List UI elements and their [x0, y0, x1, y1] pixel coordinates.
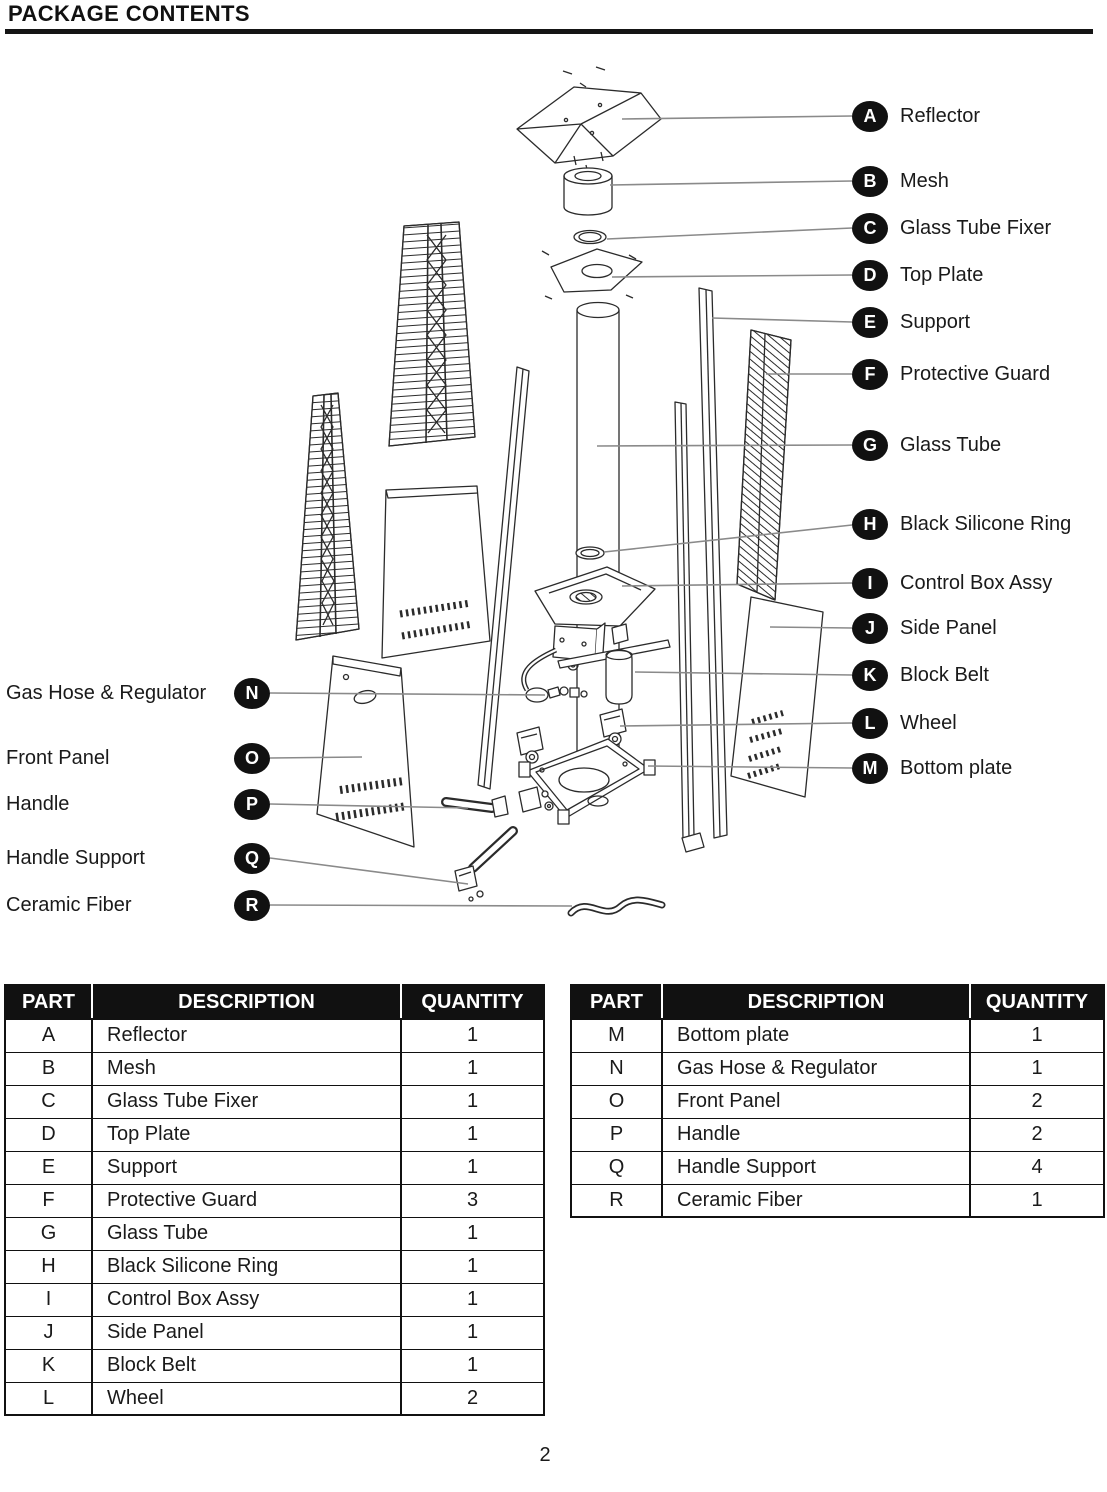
- protective-guard-center-drawing: [389, 222, 475, 446]
- page-number: 2: [539, 1444, 551, 1466]
- part-cell: L: [5, 1382, 92, 1415]
- table-row: [571, 1118, 1104, 1151]
- quantity-cell: 1: [970, 1052, 1104, 1085]
- part-badge-r: R: [234, 890, 270, 921]
- bottom-plate-drawing: [519, 739, 655, 824]
- callout-ceramic-fiber: [6, 890, 296, 921]
- part-cell: K: [5, 1349, 92, 1382]
- silicone-ring-drawing: [576, 547, 604, 559]
- quantity-cell: 4: [970, 1151, 1104, 1184]
- glass-tube-fixer-drawing: [574, 231, 606, 244]
- table-row: [5, 1118, 544, 1151]
- part-badge-d: D: [852, 260, 888, 291]
- quantity-cell: 2: [970, 1085, 1104, 1118]
- quantity-cell: 1: [401, 1283, 544, 1316]
- mesh-drawing: [564, 168, 612, 215]
- part-badge-e: E: [852, 307, 888, 338]
- description-cell: Handle: [662, 1118, 970, 1151]
- quantity-cell: 1: [970, 1184, 1104, 1217]
- protective-guard-right-drawing: [737, 330, 791, 600]
- callout-gas-hose-regulator: [6, 678, 296, 709]
- description-cell: Reflector: [92, 1019, 401, 1052]
- quantity-cell: 1: [970, 1019, 1104, 1052]
- title-rule: [5, 29, 1093, 34]
- table-row: [5, 1382, 544, 1415]
- part-badge-c: C: [852, 213, 888, 244]
- col-header-part: PART: [571, 985, 662, 1019]
- table-row: [5, 1019, 544, 1052]
- spare-panel-drawing: [382, 486, 490, 658]
- part-badge-n: N: [234, 678, 270, 709]
- part-label-control-box-assy: Control Box Assy: [900, 572, 1053, 594]
- part-badge-i: I: [852, 568, 888, 599]
- handle-drawing: [446, 796, 513, 868]
- quantity-cell: 1: [401, 1118, 544, 1151]
- description-cell: Side Panel: [92, 1316, 401, 1349]
- quantity-cell: 2: [401, 1382, 544, 1415]
- part-label-front-panel: Front Panel: [6, 747, 110, 769]
- quantity-cell: 1: [401, 1316, 544, 1349]
- part-label-support: Support: [900, 311, 971, 333]
- part-label-handle-support: Handle Support: [6, 847, 145, 869]
- protective-guard-left-drawing: [296, 393, 359, 640]
- page-title: PACKAGE CONTENTS: [8, 1, 250, 26]
- table-header-row: [571, 985, 1104, 1019]
- description-cell: Handle Support: [662, 1151, 970, 1184]
- table-row: [5, 1316, 544, 1349]
- table-row: [5, 1250, 544, 1283]
- part-label-mesh: Mesh: [900, 170, 949, 192]
- quantity-cell: 1: [401, 1052, 544, 1085]
- description-cell: Ceramic Fiber: [662, 1184, 970, 1217]
- parts-table-left: [4, 984, 545, 1416]
- part-cell: N: [571, 1052, 662, 1085]
- part-badge-k: K: [852, 660, 888, 691]
- part-label-gas-hose-regulator: Gas Hose & Regulator: [6, 682, 207, 704]
- part-label-bottom-plate: Bottom plate: [900, 757, 1013, 779]
- table-row: [571, 1019, 1104, 1052]
- table-row: [5, 1052, 544, 1085]
- part-badge-a: A: [852, 101, 888, 132]
- col-header-quantity: QUANTITY: [401, 985, 544, 1019]
- table-row: [5, 1349, 544, 1382]
- part-cell: Q: [571, 1151, 662, 1184]
- part-badge-j: J: [852, 613, 888, 644]
- front-panel-drawing: [317, 656, 414, 847]
- part-cell: G: [5, 1217, 92, 1250]
- description-cell: Gas Hose & Regulator: [662, 1052, 970, 1085]
- part-cell: P: [571, 1118, 662, 1151]
- description-cell: Bottom plate: [662, 1019, 970, 1052]
- part-badge-h: H: [852, 509, 888, 540]
- part-badge-p: P: [234, 789, 270, 820]
- quantity-cell: 1: [401, 1151, 544, 1184]
- part-label-protective-guard: Protective Guard: [900, 363, 1051, 385]
- description-cell: Wheel: [92, 1382, 401, 1415]
- part-cell: H: [5, 1250, 92, 1283]
- description-cell: Control Box Assy: [92, 1283, 401, 1316]
- part-cell: D: [5, 1118, 92, 1151]
- part-label-ceramic-fiber: Ceramic Fiber: [6, 894, 132, 916]
- ceramic-fiber-drawing: [571, 900, 662, 913]
- table-row: [5, 1184, 544, 1217]
- part-label-wheel: Wheel: [900, 712, 957, 734]
- description-cell: Glass Tube Fixer: [92, 1085, 401, 1118]
- col-header-part: PART: [5, 985, 92, 1019]
- part-cell: C: [5, 1085, 92, 1118]
- quantity-cell: 1: [401, 1019, 544, 1052]
- table-row: [571, 1151, 1104, 1184]
- table-row: [571, 1184, 1104, 1217]
- table-header-row: [5, 985, 544, 1019]
- description-cell: Protective Guard: [92, 1184, 401, 1217]
- table-row: [5, 1283, 544, 1316]
- part-cell: M: [571, 1019, 662, 1052]
- part-label-side-panel: Side Panel: [900, 617, 997, 639]
- part-cell: I: [5, 1283, 92, 1316]
- description-cell: Front Panel: [662, 1085, 970, 1118]
- description-cell: Top Plate: [92, 1118, 401, 1151]
- description-cell: Mesh: [92, 1052, 401, 1085]
- callout-front-panel: [6, 743, 296, 774]
- table-row: [5, 1085, 544, 1118]
- col-header-description: DESCRIPTION: [92, 985, 401, 1019]
- col-header-description: DESCRIPTION: [662, 985, 970, 1019]
- col-header-quantity: QUANTITY: [970, 985, 1104, 1019]
- part-badge-g: G: [852, 430, 888, 461]
- quantity-cell: 2: [970, 1118, 1104, 1151]
- part-badge-m: M: [852, 753, 888, 784]
- parts-table-right: [570, 984, 1105, 1218]
- callout-handle-support: [6, 843, 296, 874]
- part-badge-b: B: [852, 166, 888, 197]
- quantity-cell: 1: [401, 1085, 544, 1118]
- part-label-block-belt: Block Belt: [900, 664, 989, 686]
- quantity-cell: 1: [401, 1349, 544, 1382]
- reflector-drawing: [517, 67, 661, 163]
- part-badge-q: Q: [234, 843, 270, 874]
- part-cell: O: [571, 1085, 662, 1118]
- part-badge-o: O: [234, 743, 270, 774]
- part-cell: E: [5, 1151, 92, 1184]
- part-cell: B: [5, 1052, 92, 1085]
- quantity-cell: 1: [401, 1250, 544, 1283]
- description-cell: Glass Tube: [92, 1217, 401, 1250]
- description-cell: Support: [92, 1151, 401, 1184]
- quantity-cell: 3: [401, 1184, 544, 1217]
- part-label-black-silicone-ring: Black Silicone Ring: [900, 513, 1072, 535]
- table-row: [5, 1217, 544, 1250]
- description-cell: Black Silicone Ring: [92, 1250, 401, 1283]
- part-cell: R: [571, 1184, 662, 1217]
- top-plate-drawing: [542, 249, 642, 299]
- table-row: [571, 1052, 1104, 1085]
- callout-handle: [6, 789, 296, 820]
- part-label-glass-tube: Glass Tube: [900, 434, 1002, 456]
- part-cell: F: [5, 1184, 92, 1217]
- part-badge-l: L: [852, 708, 888, 739]
- part-label-top-plate: Top Plate: [900, 264, 984, 286]
- description-cell: Block Belt: [92, 1349, 401, 1382]
- table-row: [571, 1085, 1104, 1118]
- part-cell: J: [5, 1316, 92, 1349]
- quantity-cell: 1: [401, 1217, 544, 1250]
- part-label-glass-tube-fixer: Glass Tube Fixer: [900, 217, 1052, 239]
- part-cell: A: [5, 1019, 92, 1052]
- part-badge-f: F: [852, 359, 888, 390]
- table-row: [5, 1151, 544, 1184]
- part-label-reflector: Reflector: [900, 105, 981, 127]
- part-label-handle: Handle: [6, 793, 70, 815]
